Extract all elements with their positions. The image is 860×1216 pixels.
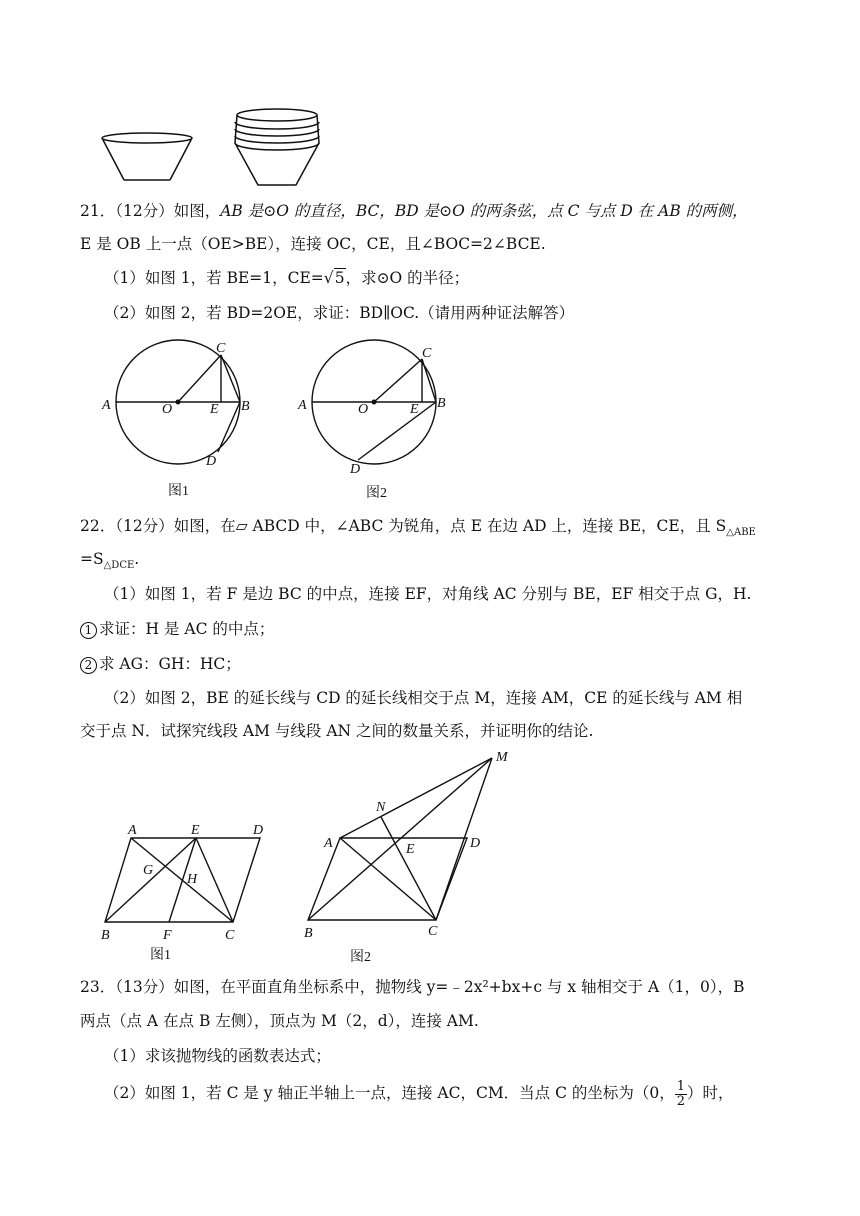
q21-line-2: E 是 OB 上一点（OE>BE），连接 OC，CE，且∠BOC=2∠BCE. <box>80 235 546 253</box>
q21-part-1: （1）如图 1，若 BE=1，CE=√5，求⊙O 的半径； <box>104 269 470 287</box>
q22-figure-2 <box>300 745 530 965</box>
svg-text:O: O <box>162 402 173 417</box>
svg-text:B: B <box>437 396 446 411</box>
q22-part-2-line-2: 交于点 N．试探究线段 AM 与线段 AN 之间的数量关系，并证明你的结论. <box>80 722 594 740</box>
svg-text:F: F <box>163 928 172 943</box>
svg-text:B: B <box>101 928 110 943</box>
q22-part-1: （1）如图 1，若 F 是边 BC 的中点，连接 EF，对角线 AC 分别与 BE，EF 相交于点 G，H. <box>104 585 752 603</box>
svg-text:N: N <box>376 800 386 815</box>
svg-text:D: D <box>470 836 481 851</box>
q22-line-1: 22．（12分）如图，在▱ ABCD 中，∠ABC 为锐角，点 E 在边 AD 上，连接 BE，CE，且 $S_{\triangle ABE}$ <box>80 517 756 539</box>
q22-fig2-caption: 图2 <box>350 950 371 965</box>
q22-part-1-item-2: 2 求 AG：GH：HC； <box>80 654 241 674</box>
q23-line-1: 23．（13分）如图，在平面直角坐标系中，抛物线 y=﹣2x²+bx+c 与 x 轴相交于 A（1，0），B <box>80 978 745 996</box>
q22-figure-1 <box>95 815 275 965</box>
svg-text:O: O <box>358 402 369 417</box>
svg-text:C: C <box>428 924 438 939</box>
q21-figure-1 <box>100 335 270 505</box>
svg-text:B: B <box>241 399 250 414</box>
q21-fig2-caption: 图2 <box>366 486 387 501</box>
svg-text:C: C <box>216 341 226 356</box>
svg-text:E: E <box>191 823 200 838</box>
svg-text:C: C <box>422 346 432 361</box>
svg-text:H: H <box>187 872 198 887</box>
svg-text:G: G <box>143 863 154 878</box>
svg-text:D: D <box>253 823 264 838</box>
svg-text:D: D <box>350 462 361 477</box>
svg-text:M: M <box>496 750 508 765</box>
svg-text:E: E <box>410 402 419 417</box>
svg-text:A: A <box>102 398 111 413</box>
q21-figure-2 <box>296 335 466 505</box>
q22-line-2: $=S_{\triangle DCE}$. <box>80 550 140 572</box>
q22-part-2-line-1: （2）如图 2，BE 的延长线与 CD 的延长线相交于点 M，连接 AM，CE 的延长线与 AM 相 <box>104 689 743 707</box>
svg-text:D: D <box>206 454 217 469</box>
fraction-one-half: $\frac{1}{2}$ <box>676 1078 686 1109</box>
svg-text:E: E <box>406 842 415 857</box>
q21-line-1: 21．（12分）如图，AB 是⊙O 的直径，BC，BD 是⊙O 的两条弦，点 C 与点 D 在 AB 的两侧， <box>80 202 748 220</box>
q21-part-2: （2）如图 2，若 BD=2OE，求证：BD∥OC.（请用两种证法解答） <box>104 304 575 322</box>
svg-text:A: A <box>128 823 137 838</box>
q22-fig1-caption: 图1 <box>150 948 171 963</box>
q23-part-2: （2）如图 1，若 C 是 y 轴正半轴上一点，连接 AC，CM．当点 C 的坐标为（0， $\frac{1}{2}$ ）时， <box>104 1078 734 1109</box>
q23-part-1: （1）求该抛物线的函数表达式； <box>104 1047 331 1065</box>
bowls-figure <box>100 105 330 190</box>
q22-part-1-item-1: 1 求证：H 是 AC 的中点； <box>80 619 274 639</box>
q21-fig1-caption: 图1 <box>168 484 189 499</box>
svg-text:A: A <box>298 398 307 413</box>
q23-line-2: 两点（点 A 在点 B 左侧），顶点为 M（2，d），连接 AM. <box>80 1012 479 1030</box>
svg-text:B: B <box>304 926 313 941</box>
svg-text:A: A <box>324 836 333 851</box>
svg-text:E: E <box>210 402 219 417</box>
svg-text:C: C <box>225 928 235 943</box>
